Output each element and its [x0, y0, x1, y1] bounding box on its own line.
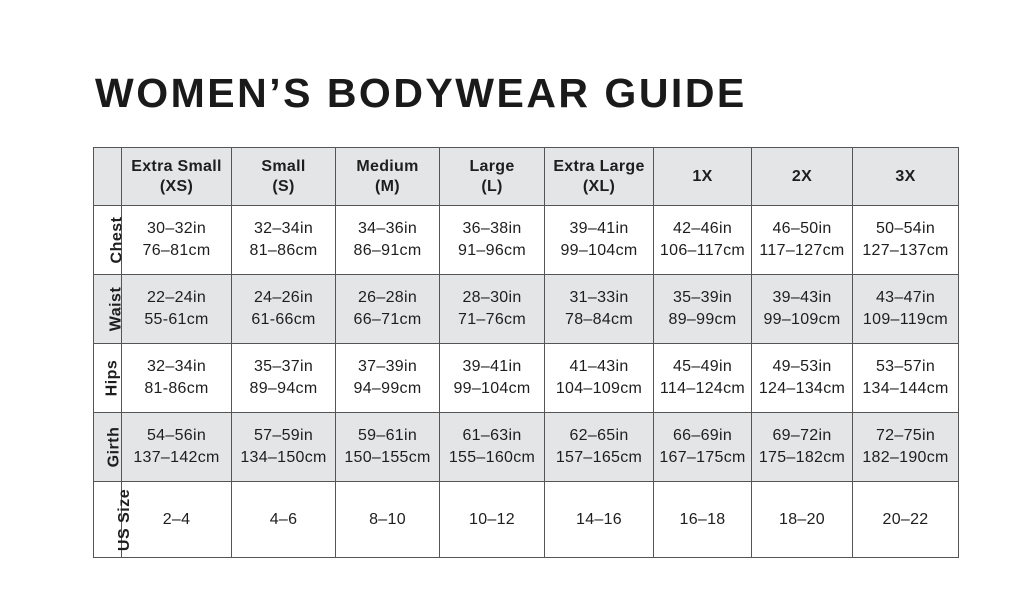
header-row: [94, 148, 959, 206]
measurement-cell: [654, 206, 752, 275]
column-header-label: Extra Small: [131, 157, 222, 175]
size-guide-table: [93, 147, 959, 558]
inches-value: 66–69in: [672, 427, 733, 444]
row-label: Waist: [107, 286, 125, 332]
inches-value: 26–28in: [357, 289, 418, 306]
centimeters-value: 78–84cm: [565, 311, 633, 328]
measurement-cell: [232, 413, 336, 482]
measurement-cell: [853, 413, 959, 482]
column-header-abbrev: (S): [272, 177, 295, 195]
measurement-cell: [654, 275, 752, 344]
measurement-cell: [853, 206, 959, 275]
measurement-cell: [545, 413, 654, 482]
centimeters-value: 76–81cm: [142, 242, 211, 259]
column-header-xs: [122, 148, 232, 206]
centimeters-value: 137–142cm: [133, 449, 220, 466]
inches-value: 59–61in: [357, 427, 418, 444]
measurement-cell: [545, 482, 654, 558]
centimeters-value: 81-86cm: [144, 380, 209, 397]
centimeters-value: 66–71cm: [353, 311, 422, 328]
inches-value: 61–63in: [462, 427, 522, 444]
column-header-2x: [752, 148, 853, 206]
measurement-cell: [853, 344, 959, 413]
measurement-cell: [336, 275, 440, 344]
measurement-cell: [545, 344, 654, 413]
measurement-cell: [752, 482, 853, 558]
column-header-abbrev: (M): [375, 177, 400, 195]
row-label: Hips: [103, 359, 121, 397]
us-size-value: 2–4: [162, 510, 191, 528]
measurement-cell: [654, 482, 752, 558]
measurement-cell: [654, 344, 752, 413]
table-row-us-size: [94, 482, 959, 558]
inches-value: 34–36in: [357, 220, 418, 237]
column-header-s: [232, 148, 336, 206]
inches-value: 30–32in: [146, 220, 207, 237]
row-label-cell: [94, 413, 122, 482]
column-header-abbrev: (L): [481, 177, 503, 195]
measurement-cell: [232, 344, 336, 413]
inches-value: 28–30in: [462, 289, 522, 306]
us-size-value: 8–10: [369, 510, 406, 528]
inches-value: 24–26in: [253, 289, 314, 306]
inches-value: 46–50in: [772, 220, 832, 237]
inches-value: 43–47in: [875, 289, 936, 306]
measurement-cell: [336, 413, 440, 482]
centimeters-value: 167–175cm: [659, 449, 746, 466]
measurement-cell: [440, 413, 545, 482]
measurement-cell: [752, 275, 853, 344]
centimeters-value: 155–160cm: [448, 449, 536, 466]
measurement-cell: [654, 413, 752, 482]
inches-value: 53–57in: [875, 358, 936, 375]
inches-value: 32–34in: [253, 220, 314, 237]
column-header-abbrev: (XS): [159, 177, 194, 195]
centimeters-value: 81–86cm: [249, 242, 318, 259]
centimeters-value: 91–96cm: [458, 242, 526, 259]
centimeters-value: 104–109cm: [555, 380, 643, 397]
inches-value: 72–75in: [875, 427, 936, 444]
centimeters-value: 157–165cm: [555, 449, 643, 466]
inches-value: 69–72in: [772, 427, 832, 444]
table-row-hips: [94, 344, 959, 413]
measurement-cell: [853, 275, 959, 344]
centimeters-value: 127–137cm: [862, 242, 949, 259]
centimeters-value: 89–94cm: [249, 380, 318, 397]
corner-cell: [94, 148, 122, 206]
column-header-3x: [853, 148, 959, 206]
measurement-cell: [752, 206, 853, 275]
table-row-girth: [94, 413, 959, 482]
measurement-cell: [336, 482, 440, 558]
measurement-cell: [853, 482, 959, 558]
inches-value: 45–49in: [672, 358, 733, 375]
column-header-xl: [545, 148, 654, 206]
us-size-value: 16–18: [679, 510, 726, 528]
inches-value: 31–33in: [569, 289, 629, 306]
centimeters-value: 71–76cm: [458, 311, 526, 328]
measurement-cell: [336, 206, 440, 275]
inches-value: 41–43in: [569, 358, 629, 375]
centimeters-value: 175–182cm: [758, 449, 846, 466]
measurement-cell: [440, 344, 545, 413]
inches-value: 35–39in: [672, 289, 733, 306]
column-header-1x: [654, 148, 752, 206]
us-size-value: 4–6: [269, 510, 298, 528]
centimeters-value: 124–134cm: [758, 380, 846, 397]
inches-value: 32–34in: [146, 358, 207, 375]
inches-value: 37–39in: [357, 358, 418, 375]
measurement-cell: [440, 482, 545, 558]
centimeters-value: 134–144cm: [862, 380, 949, 397]
inches-value: 42–46in: [672, 220, 733, 237]
us-size-value: 18–20: [779, 510, 825, 528]
centimeters-value: 150–155cm: [344, 449, 431, 466]
inches-value: 22–24in: [146, 289, 207, 306]
column-header-label: Large: [469, 157, 515, 175]
row-label-cell: [94, 275, 125, 344]
column-header-abbrev: (XL): [582, 177, 616, 195]
column-header-label: 1X: [692, 167, 713, 185]
centimeters-value: 61-66cm: [251, 311, 316, 328]
centimeters-value: 182–190cm: [862, 449, 949, 466]
measurement-cell: [232, 275, 336, 344]
inches-value: 39–43in: [772, 289, 832, 306]
centimeters-value: 106–117cm: [659, 242, 746, 259]
page-title: WOMEN’S BODYWEAR GUIDE: [95, 70, 747, 116]
centimeters-value: 86–91cm: [353, 242, 422, 259]
measurement-cell: [122, 344, 232, 413]
column-header-l: [440, 148, 545, 206]
centimeters-value: 134–150cm: [240, 449, 327, 466]
measurement-cell: [232, 206, 336, 275]
column-header-label: Extra Large: [553, 157, 645, 175]
column-header-m: [336, 148, 440, 206]
centimeters-value: 55-61cm: [144, 311, 209, 328]
inches-value: 54–56in: [146, 427, 207, 444]
column-header-label: Small: [261, 157, 306, 175]
centimeters-value: 89–99cm: [668, 311, 737, 328]
us-size-value: 10–12: [469, 510, 515, 528]
measurement-cell: [752, 344, 853, 413]
measurement-cell: [440, 275, 545, 344]
centimeters-value: 94–99cm: [353, 380, 422, 397]
row-label-cell: [94, 206, 126, 275]
row-label-cell: [94, 482, 134, 558]
measurement-cell: [122, 275, 232, 344]
column-header-label: 2X: [791, 167, 813, 185]
table-row-waist: [94, 275, 959, 344]
centimeters-value: 99–104cm: [453, 380, 531, 397]
centimeters-value: 109–119cm: [862, 311, 949, 328]
row-label: US Size: [116, 488, 134, 551]
measurement-cell: [122, 206, 232, 275]
measurement-cell: [122, 413, 232, 482]
inches-value: 36–38in: [462, 220, 522, 237]
centimeters-value: 99–109cm: [763, 311, 841, 328]
inches-value: 57–59in: [253, 427, 314, 444]
inches-value: 62–65in: [569, 427, 629, 444]
inches-value: 49–53in: [772, 358, 832, 375]
row-label: Girth: [105, 426, 123, 468]
row-label-cell: [94, 344, 122, 413]
inches-value: 50–54in: [875, 220, 936, 237]
inches-value: 39–41in: [569, 220, 629, 237]
us-size-value: 20–22: [882, 510, 929, 528]
table-body: [94, 206, 959, 558]
column-header-label: Medium: [356, 157, 419, 175]
centimeters-value: 117–127cm: [759, 242, 845, 259]
table-row-chest: [94, 206, 959, 275]
measurement-cell: [752, 413, 853, 482]
centimeters-value: 114–124cm: [659, 380, 746, 397]
inches-value: 39–41in: [462, 358, 522, 375]
measurement-cell: [545, 206, 654, 275]
measurement-cell: [232, 482, 336, 558]
measurement-cell: [336, 344, 440, 413]
measurement-cell: [440, 206, 545, 275]
measurement-cell: [545, 275, 654, 344]
centimeters-value: 99–104cm: [560, 242, 638, 259]
column-header-label: 3X: [895, 167, 916, 185]
inches-value: 35–37in: [253, 358, 314, 375]
row-label: Chest: [108, 216, 126, 264]
us-size-value: 14–16: [576, 510, 622, 528]
measurement-cell: [122, 482, 232, 558]
